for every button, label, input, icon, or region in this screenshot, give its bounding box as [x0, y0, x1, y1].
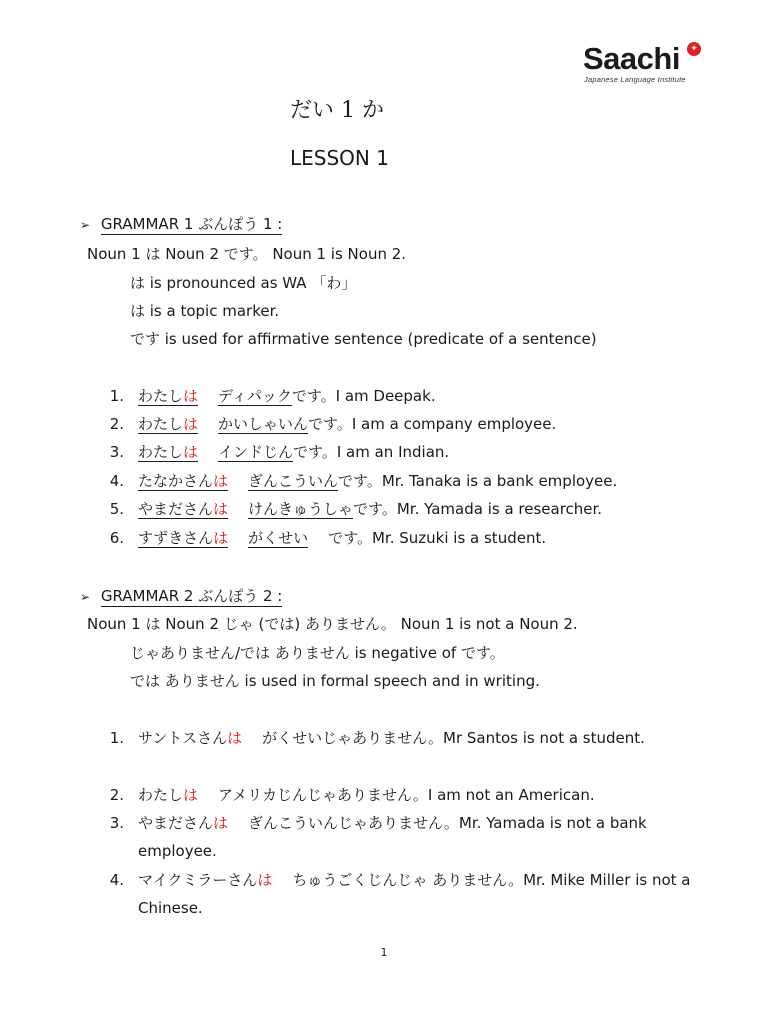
page-title-japanese: だい 1 か: [290, 98, 384, 123]
grammar1-heading-row: [80, 214, 282, 235]
example-subject: わたし: [138, 443, 184, 461]
example-subject: マイクミラーさん: [138, 871, 258, 889]
example-subject: サントスさん: [138, 729, 228, 747]
list-item: [138, 386, 436, 406]
list-item: [138, 781, 698, 809]
example-number: 2.: [109, 786, 124, 804]
example-subject: やまださん: [138, 500, 214, 518]
logo-name: Saachi: [583, 41, 680, 76]
topic-particle: は: [227, 729, 243, 747]
example-subject: たなかさん: [138, 472, 214, 490]
example-tail: です。Mr. Tanaka is a bank employee.: [338, 472, 618, 490]
logo-tagline: Japanese Language Institute: [584, 75, 686, 84]
example-number: 2.: [109, 415, 124, 433]
grammar1-note: は is pronounced as WA 「わ」: [130, 274, 357, 292]
page-title: LESSON 1: [290, 146, 389, 170]
example-number: 1.: [109, 387, 124, 405]
example-number: 1.: [109, 729, 124, 747]
logo-mark-icon: ✦: [687, 42, 701, 56]
example-noun: がくせい: [248, 529, 309, 547]
grammar1-note: は is a topic marker.: [130, 302, 280, 320]
list-item: [138, 442, 449, 462]
list-item: [138, 809, 698, 865]
example-subject: わたし: [138, 415, 184, 433]
topic-particle: は: [183, 443, 199, 461]
example-tail: です。I am a company employee.: [308, 415, 557, 433]
grammar1-pattern: Noun 1 は Noun 2 です。 Noun 1 is Noun 2.: [87, 245, 407, 263]
list-item: [138, 528, 546, 548]
example-noun: ディパック: [218, 387, 292, 405]
grammar2-note: では ありません is used in formal speech and in writing.: [130, 672, 540, 690]
grammar1-heading: GRAMMAR 1 ぶんぽう 1 :: [100, 215, 283, 233]
example-subject: わたし: [138, 387, 184, 405]
topic-particle: は: [213, 472, 229, 490]
example-rest: ちゅうごくじんじゃ ありません。Mr. Mike Miller is not a Chinese.: [138, 871, 691, 917]
institute-logo: [583, 42, 707, 90]
list-item: [138, 471, 617, 491]
example-rest: ぎんこういんじゃありません。Mr. Yamada is not a bank employee.: [138, 814, 647, 860]
page-number: 1: [380, 946, 388, 959]
example-tail: です。I am Deepak.: [291, 387, 436, 405]
example-noun: かいしゃいん: [218, 415, 309, 433]
example-number: 4.: [109, 871, 124, 889]
example-number: 3.: [109, 443, 124, 461]
example-rest: がくせいじゃありません。Mr Santos is not a student.: [262, 729, 645, 747]
example-rest: アメリカじんじゃありません。I am not an American.: [218, 786, 595, 804]
example-number: 3.: [109, 814, 124, 832]
example-tail: です。Mr. Yamada is a researcher.: [353, 500, 603, 518]
list-item: [138, 866, 698, 922]
example-number: 6.: [109, 529, 124, 547]
topic-particle: は: [213, 529, 229, 547]
topic-particle: は: [257, 871, 273, 889]
topic-particle: は: [213, 500, 229, 518]
grammar1-note: です is used for affirmative sentence (predicate of a sentence): [130, 330, 597, 348]
topic-particle: は: [183, 415, 199, 433]
example-subject: やまださん: [138, 814, 214, 832]
list-item: [138, 724, 698, 752]
arrow-bullet-icon: ➢: [80, 590, 91, 604]
example-tail: です。I am an Indian.: [293, 443, 450, 461]
arrow-bullet-icon: ➢: [80, 218, 91, 232]
example-tail: です。Mr. Suzuki is a student.: [328, 529, 547, 547]
example-noun: けんきゅうしゃ: [248, 500, 354, 518]
list-item: [138, 414, 556, 434]
topic-particle: は: [183, 786, 199, 804]
example-subject: わたし: [138, 786, 184, 804]
list-item: [138, 499, 602, 519]
example-number: 5.: [109, 500, 124, 518]
grammar2-heading: GRAMMAR 2 ぶんぽう 2 :: [100, 587, 283, 605]
example-subject: すずきさん: [138, 529, 214, 547]
example-noun: インドじん: [218, 443, 294, 461]
grammar2-pattern: Noun 1 は Noun 2 じゃ (では) ありません。 Noun 1 is not a Noun 2.: [87, 615, 578, 633]
topic-particle: は: [213, 814, 229, 832]
topic-particle: は: [183, 387, 199, 405]
grammar2-note: じゃありません/では ありません is negative of です。: [130, 644, 505, 662]
example-number: 4.: [109, 472, 124, 490]
example-noun: ぎんこういん: [248, 472, 339, 490]
grammar2-heading-row: [80, 586, 282, 607]
